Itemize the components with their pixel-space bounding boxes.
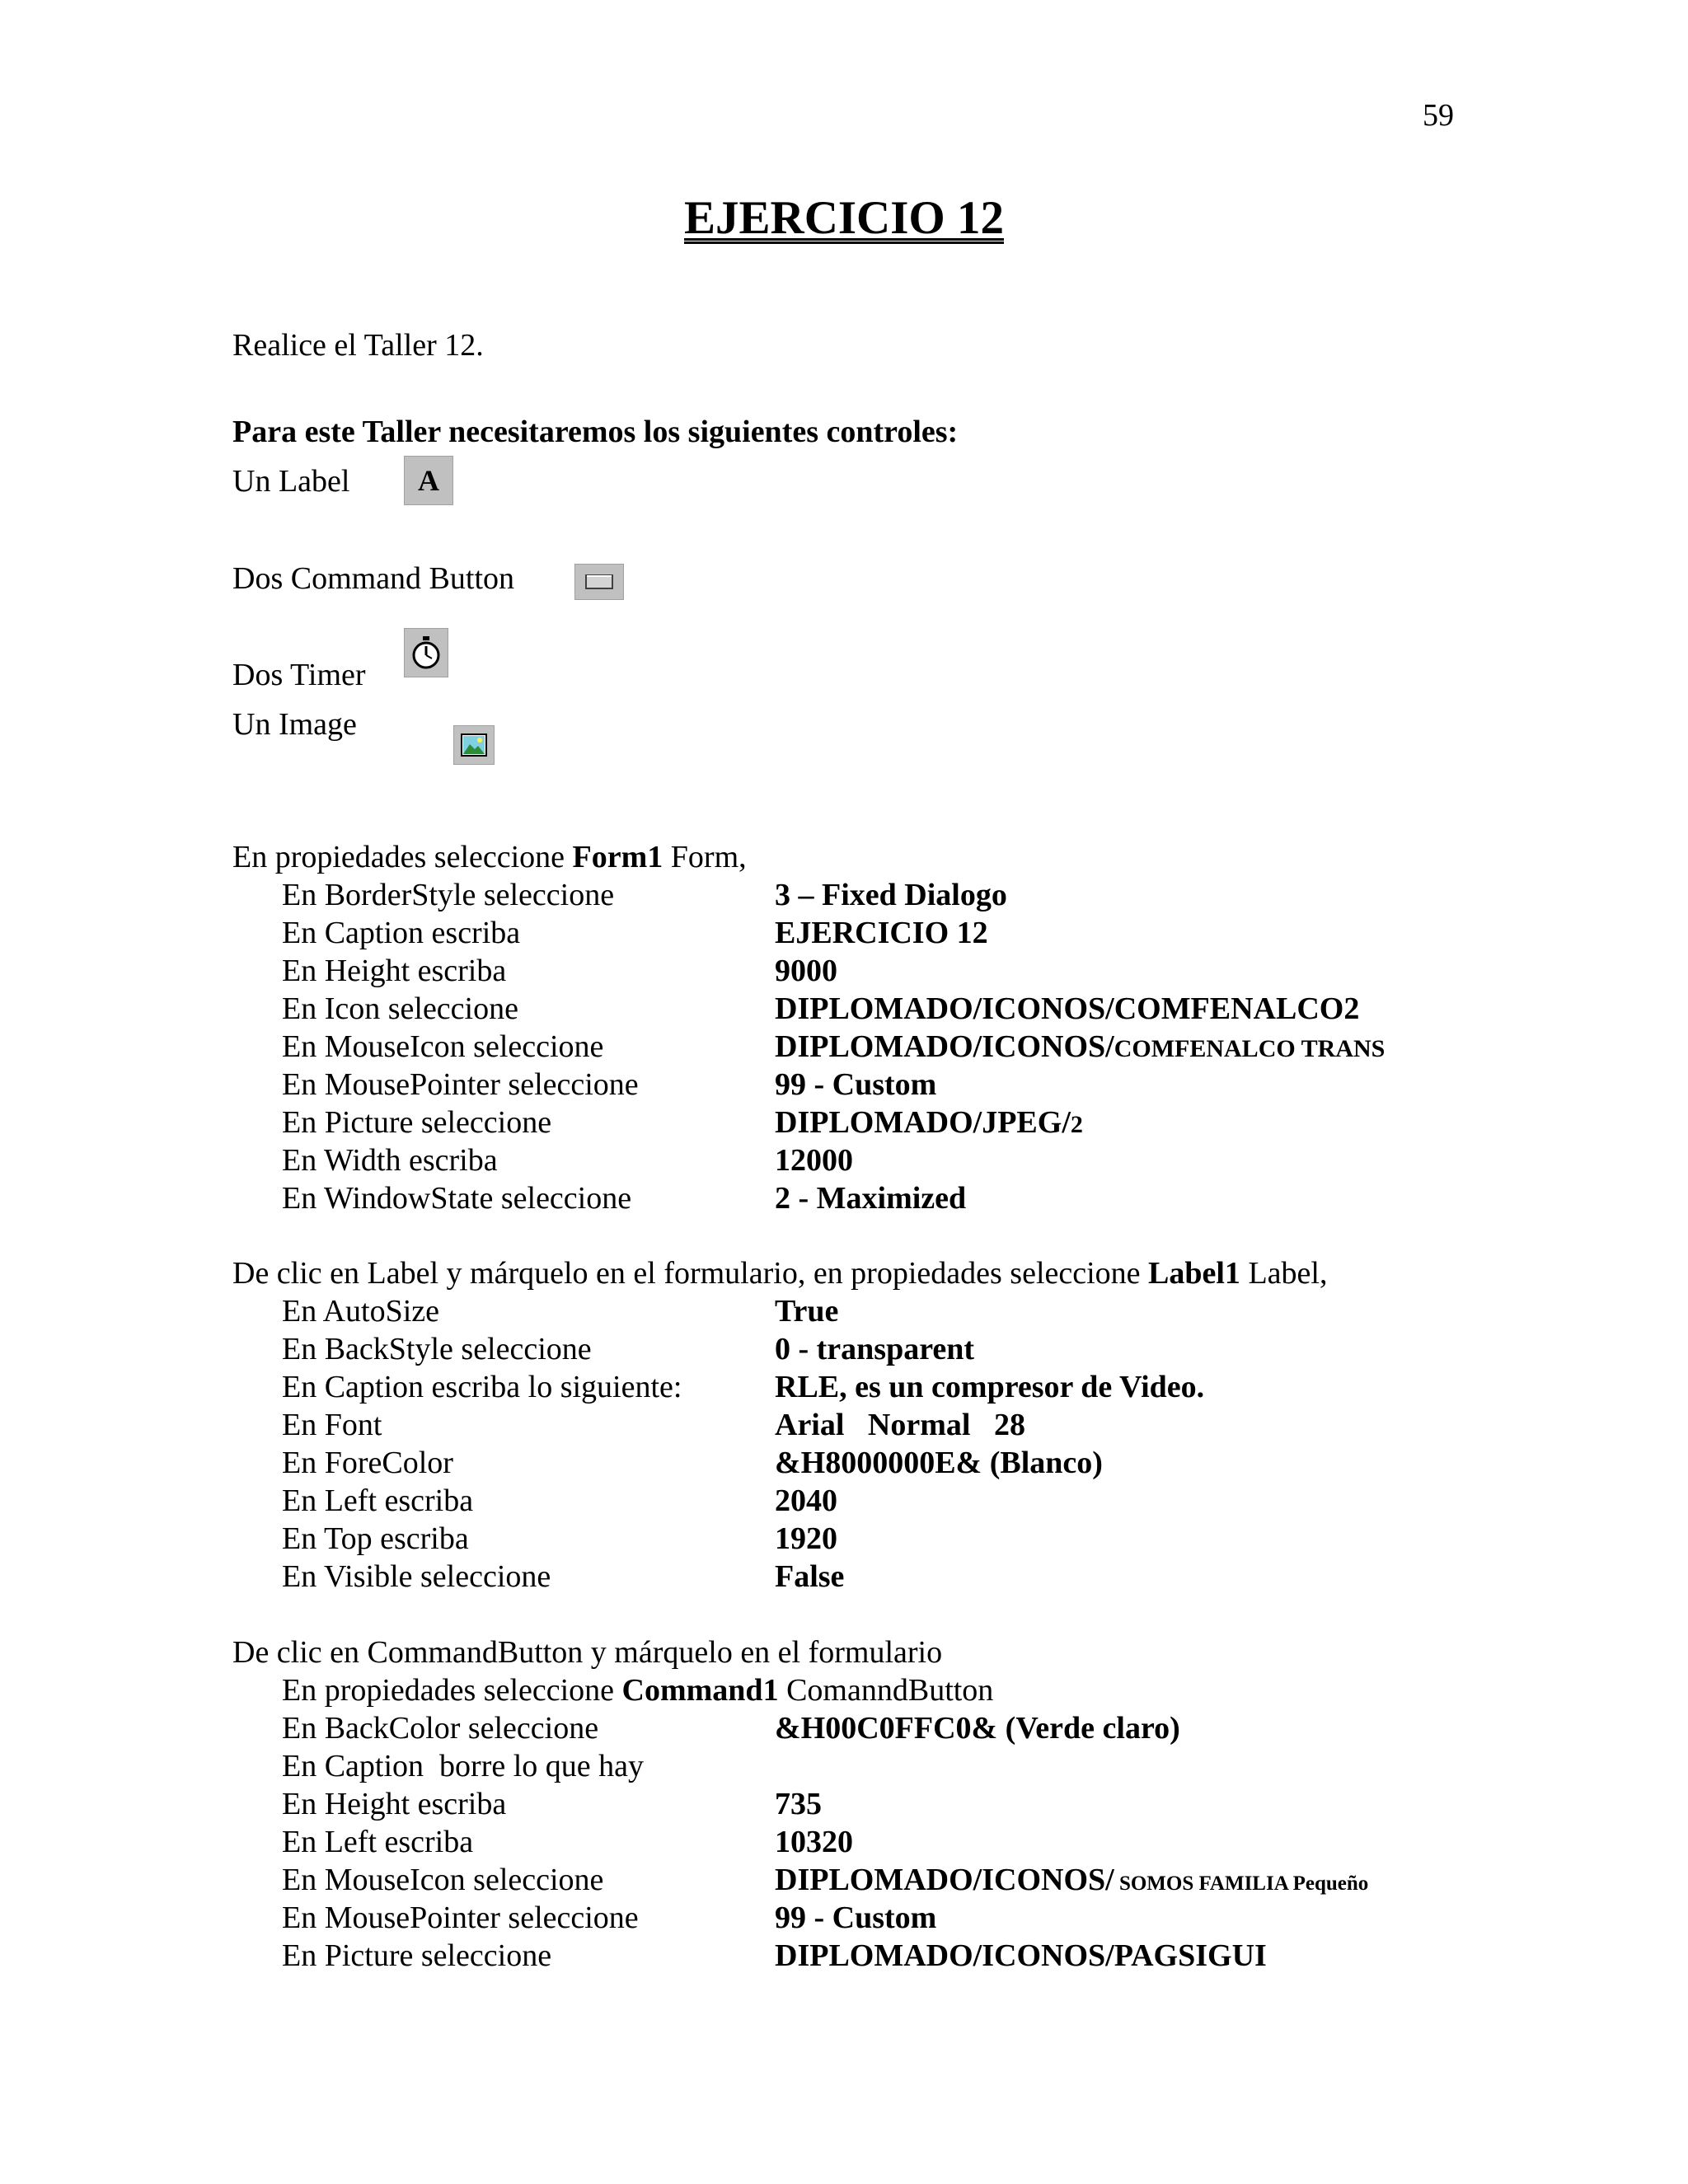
label-section-intro: De clic en Label y márquelo en el formulario, en propiedades seleccione Label1 Label, xyxy=(232,1256,1328,1291)
form-value-borderstyle: 3 – Fixed Dialogo xyxy=(775,878,1007,912)
page-title: EJERCICIO 12 xyxy=(684,192,1004,244)
command-section-intro: De clic en CommandButton y márquelo en el formulario xyxy=(232,1635,943,1670)
control-item-label: Un Label xyxy=(232,464,350,499)
timer-icon xyxy=(404,628,448,677)
form-value-windowstate: 2 - Maximized xyxy=(775,1181,967,1216)
label-prop-forecolor: En ForeColor xyxy=(282,1446,453,1480)
label-prop-top: En Top escriba xyxy=(282,1521,469,1556)
label-value-autosize: True xyxy=(775,1294,839,1329)
form-value-icon: DIPLOMADO/ICONOS/COMFENALCO2 xyxy=(775,991,1360,1026)
form-value-height: 9000 xyxy=(775,954,837,988)
form-prop-windowstate: En WindowState seleccione xyxy=(282,1181,632,1216)
page-number: 59 xyxy=(1423,98,1454,133)
label-prop-visible: En Visible seleccione xyxy=(282,1559,551,1594)
label-prop-left: En Left escriba xyxy=(282,1483,474,1518)
label-prop-caption: En Caption escriba lo siguiente: xyxy=(282,1370,682,1404)
svg-text:A: A xyxy=(418,464,439,497)
command-prop-picture: En Picture seleccione xyxy=(282,1938,552,1973)
label-value-backstyle: 0 - transparent xyxy=(775,1332,975,1366)
command-value-mouseicon: DIPLOMADO/ICONOS/ SOMOS FAMILIA Pequeño xyxy=(775,1863,1369,1897)
image-control-icon xyxy=(453,725,495,765)
form-prop-mouseicon: En MouseIcon seleccione xyxy=(282,1029,604,1064)
form-section-intro: En propiedades seleccione Form1 Form, xyxy=(232,840,747,874)
command-prop-mousepointer: En MousePointer seleccione xyxy=(282,1900,639,1935)
form-prop-height: En Height escriba xyxy=(282,954,507,988)
command-value-picture: DIPLOMADO/ICONOS/PAGSIGUI xyxy=(775,1938,1267,1973)
label-prop-font: En Font xyxy=(282,1408,382,1442)
label-value-font: Arial Normal 28 xyxy=(775,1408,1025,1442)
form-prop-picture: En Picture seleccione xyxy=(282,1105,552,1140)
command-prop-backcolor: En BackColor seleccione xyxy=(282,1711,599,1746)
form-prop-borderstyle: En BorderStyle seleccione xyxy=(282,878,615,912)
form-value-mousepointer: 99 - Custom xyxy=(775,1067,937,1102)
label-glyph xyxy=(411,463,446,498)
command-button-icon xyxy=(574,564,624,600)
command-prop-caption: En Caption borre lo que hay xyxy=(282,1749,645,1783)
command-value-backcolor: &H00C0FFC0& (Verde claro) xyxy=(775,1711,1180,1746)
form-value-mouseicon: DIPLOMADO/ICONOS/COMFENALCO TRANS xyxy=(775,1029,1386,1064)
command-value-height: 735 xyxy=(775,1787,822,1821)
control-item-timer: Dos Timer xyxy=(232,658,366,692)
picture-glyph xyxy=(460,733,488,757)
form-value-caption: EJERCICIO 12 xyxy=(775,916,988,950)
label-prop-autosize: En AutoSize xyxy=(282,1294,440,1329)
form-prop-icon: En Icon seleccione xyxy=(282,991,518,1026)
form-prop-caption: En Caption escriba xyxy=(282,916,521,950)
label-value-visible: False xyxy=(775,1559,845,1594)
label-prop-backstyle: En BackStyle seleccione xyxy=(282,1332,592,1366)
stopwatch-glyph xyxy=(410,634,443,672)
form-prop-mousepointer: En MousePointer seleccione xyxy=(282,1067,639,1102)
form-prop-width: En Width escriba xyxy=(282,1143,498,1178)
intro-text: Realice el Taller 12. xyxy=(232,328,484,363)
command-prop-left: En Left escriba xyxy=(282,1825,474,1859)
label-value-forecolor: &H8000000E& (Blanco) xyxy=(775,1446,1103,1480)
label-value-left: 2040 xyxy=(775,1483,837,1518)
control-item-image: Un Image xyxy=(232,707,357,742)
command-prop-mouseicon: En MouseIcon seleccione xyxy=(282,1863,604,1897)
form-value-picture: DIPLOMADO/JPEG/2 xyxy=(775,1105,1083,1140)
command-value-left: 10320 xyxy=(775,1825,853,1859)
label-value-top: 1920 xyxy=(775,1521,837,1556)
command-prop-height: En Height escriba xyxy=(282,1787,507,1821)
command-section-subintro: En propiedades seleccione Command1 ComanndButton xyxy=(282,1673,994,1708)
controls-heading: Para este Taller necesitaremos los siguientes controles: xyxy=(232,415,959,449)
label-control-icon xyxy=(404,456,453,505)
control-item-command-button: Dos Command Button xyxy=(232,561,515,596)
command-value-mousepointer: 99 - Custom xyxy=(775,1900,937,1935)
label-value-caption: RLE, es un compresor de Video. xyxy=(775,1370,1205,1404)
form-value-width: 12000 xyxy=(775,1143,853,1178)
button-glyph xyxy=(583,571,616,593)
